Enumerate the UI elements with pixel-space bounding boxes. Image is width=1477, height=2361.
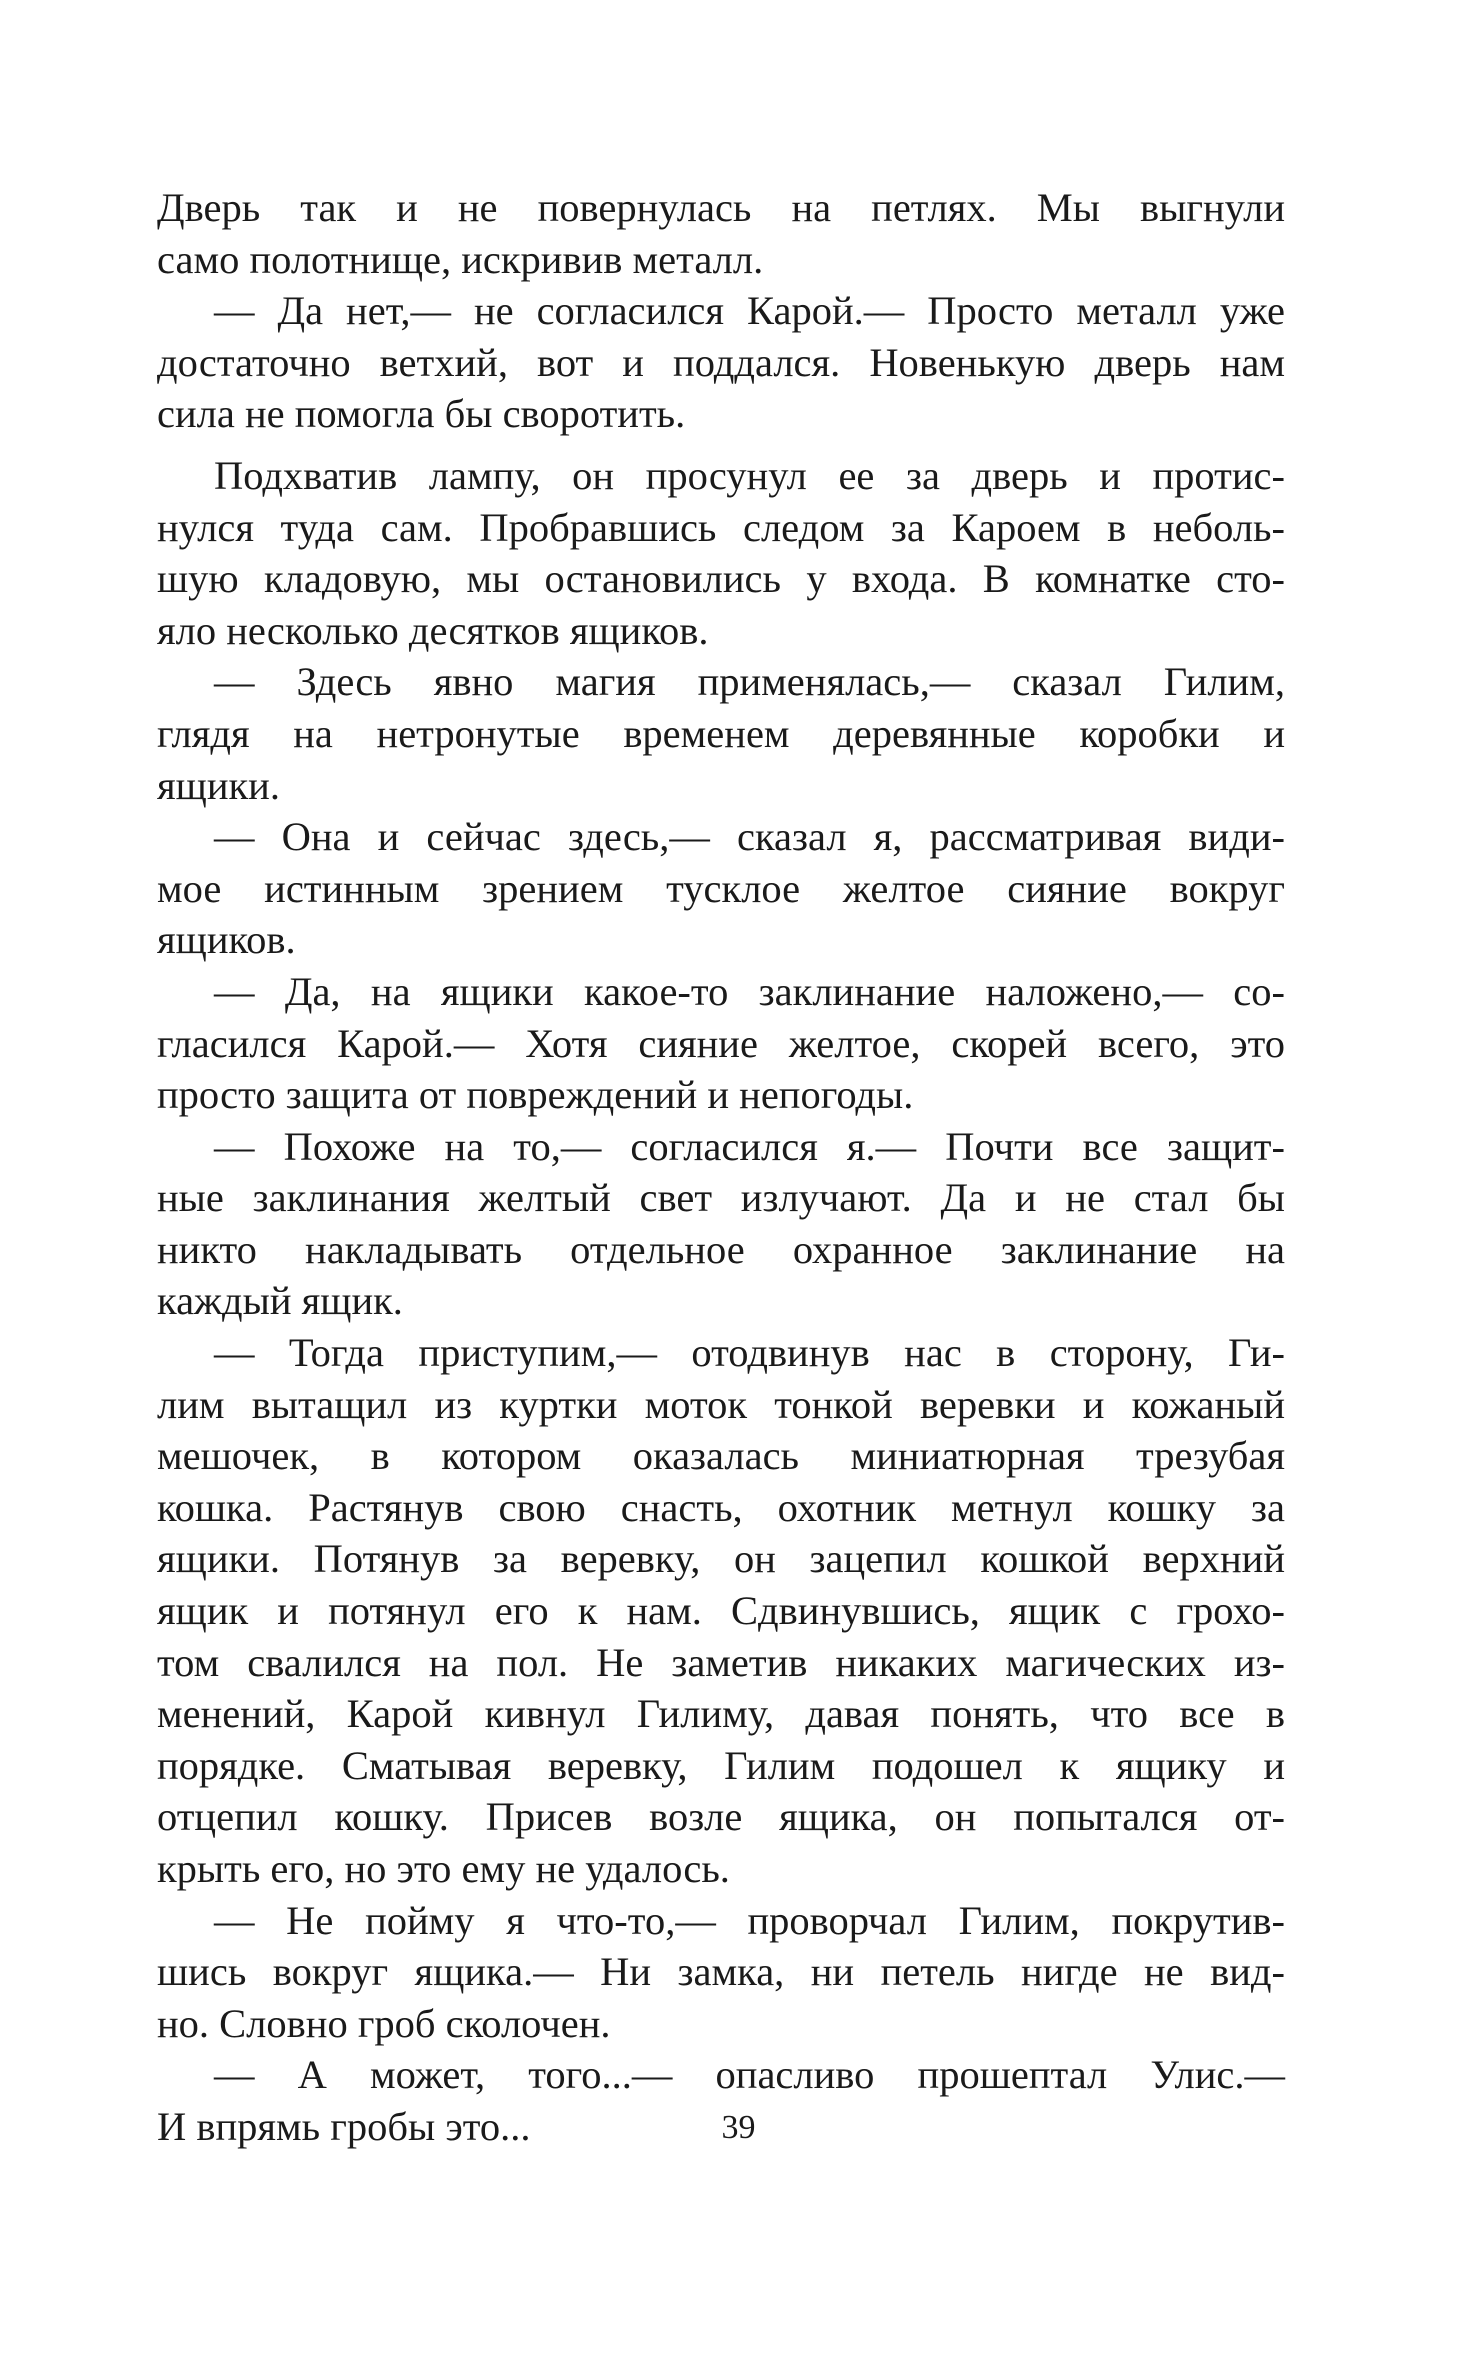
text-line: — Да нет,— не согласился Карой.— Просто металл уже — [214, 288, 1285, 334]
text-line: шую кладовую, мы остановились у входа. В комнатке сто- — [157, 556, 1285, 602]
text-line: мое истинным зрением тусклое желтое сияние вокруг — [157, 865, 1285, 911]
text-line: том свалился на пол. Не заметив никаких магических из- — [157, 1639, 1285, 1685]
text-line: ящик и потянул его к нам. Сдвинувшись, ящик с грохо- — [157, 1588, 1285, 1634]
text-line: — А может, того...— опасливо прошептал Улис.— — [214, 2052, 1285, 2098]
text-line: мешочек, в котором оказалась миниатюрная трезубая — [157, 1433, 1285, 1479]
text-line: крыть его, но это ему не удалось. — [157, 1846, 730, 1891]
text-line: шись вокруг ящика.— Ни замка, ни петель нигде не вид- — [157, 1949, 1285, 1995]
text-line: И впрямь гробы это... — [157, 2103, 531, 2149]
text-line: Дверь так и не повернулась на петлях. Мы выгнули — [157, 185, 1285, 230]
text-line: ящики. — [157, 762, 280, 808]
text-line: — Да, на ящики какое-то заклинание наложено,— со- — [214, 968, 1285, 1014]
text-line: нулся туда сам. Пробравшись следом за Кароем в неболь- — [157, 504, 1285, 550]
text-line: Подхватив лампу, он просунул ее за дверь и протис- — [214, 452, 1285, 498]
text-line: достаточно ветхий, вот и поддался. Новенькую дверь нам — [157, 339, 1285, 385]
text-line: само полотнище, искривив металл. — [157, 236, 764, 282]
text-line: ные заклинания желтый свет излучают. Да и не стал бы — [157, 1175, 1285, 1221]
text-line: сила не помогла бы своротить. — [157, 391, 686, 437]
text-line: каждый ящик. — [157, 1278, 403, 1324]
text-line: просто защита от повреждений и непогоды. — [157, 1072, 914, 1118]
text-line: порядке. Сматывая веревку, Гилим подошел к ящику и — [157, 1742, 1285, 1788]
text-line: яло несколько десятков ящиков. — [157, 607, 709, 653]
text-line: ящики. Потянув за веревку, он зацепил кошкой верхний — [157, 1536, 1285, 1582]
text-line: никто накладывать отдельное охранное заклинание на — [157, 1226, 1285, 1272]
text-line: глядя на нетронутые временем деревянные коробки и — [157, 710, 1285, 756]
text-line: кошка. Растянув свою снасть, охотник метнул кошку за — [157, 1484, 1285, 1530]
body-text — [157, 182, 1285, 2153]
text-line: лим вытащил из куртки моток тонкой веревки и кожаный — [157, 1381, 1285, 1427]
text-line: — Похоже на то,— согласился я.— Почти все защит- — [214, 1123, 1285, 1169]
text-line: но. Словно гроб сколочен. — [157, 2000, 611, 2046]
text-line: ящиков. — [157, 917, 296, 963]
text-line: — Тогда приступим,— отодвинув нас в сторону, Ги- — [214, 1330, 1285, 1376]
text-line: отцепил кошку. Присев возле ящика, он попытался от- — [157, 1794, 1285, 1840]
page-number: 39 — [721, 2109, 756, 2146]
text-line: — Здесь явно магия применялась,— сказал Гилим, — [214, 659, 1285, 705]
text-line: гласился Карой.— Хотя сияние желтое, скорей всего, это — [157, 1020, 1285, 1066]
text-line: — Не пойму я что-то,— проворчал Гилим, покрутив- — [214, 1897, 1285, 1943]
text-line: — Она и сейчас здесь,— сказал я, рассматривая види- — [214, 814, 1285, 860]
text-line: менений, Карой кивнул Гилиму, давая понять, что все в — [157, 1691, 1285, 1737]
